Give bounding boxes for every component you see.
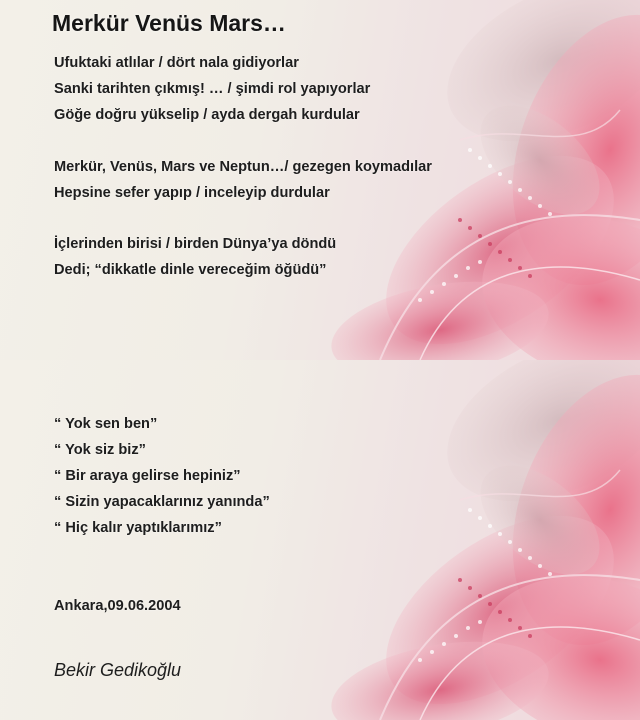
poem-line: Dedi; “dikkatle dinle vereceğim öğüdü”	[54, 262, 327, 278]
poem-line: “ Hiç kalır yaptıklarımız”	[54, 520, 222, 536]
poem-line: Merkür, Venüs, Mars ve Neptun…/ gezegen koymadılar	[54, 159, 432, 175]
author-signature: Bekir Gedikoğlu	[54, 660, 182, 680]
place-date: Ankara,09.06.2004	[54, 598, 181, 614]
poem-title: Merkür Venüs Mars…	[52, 10, 286, 36]
poem-line: “ Bir araya gelirse hepiniz”	[54, 468, 241, 484]
poem-line: “ Sizin yapacaklarınız yanında”	[54, 494, 270, 510]
poem-line: Sanki tarihten çıkmış! … / şimdi rol yapıyorlar	[54, 81, 371, 97]
poem-line: İçlerinden birisi / birden Dünya’ya döndü	[54, 236, 337, 252]
poem-line: Ufuktaki atlılar / dört nala gidiyorlar	[54, 55, 299, 71]
poem-line: “ Yok siz biz”	[54, 442, 146, 458]
poem-line: “ Yok sen ben”	[54, 416, 158, 432]
poem-line: Hepsine sefer yapıp / inceleyip durdular	[54, 185, 330, 201]
poem-line: Göğe doğru yükselip / ayda dergah kurdular	[54, 107, 360, 123]
